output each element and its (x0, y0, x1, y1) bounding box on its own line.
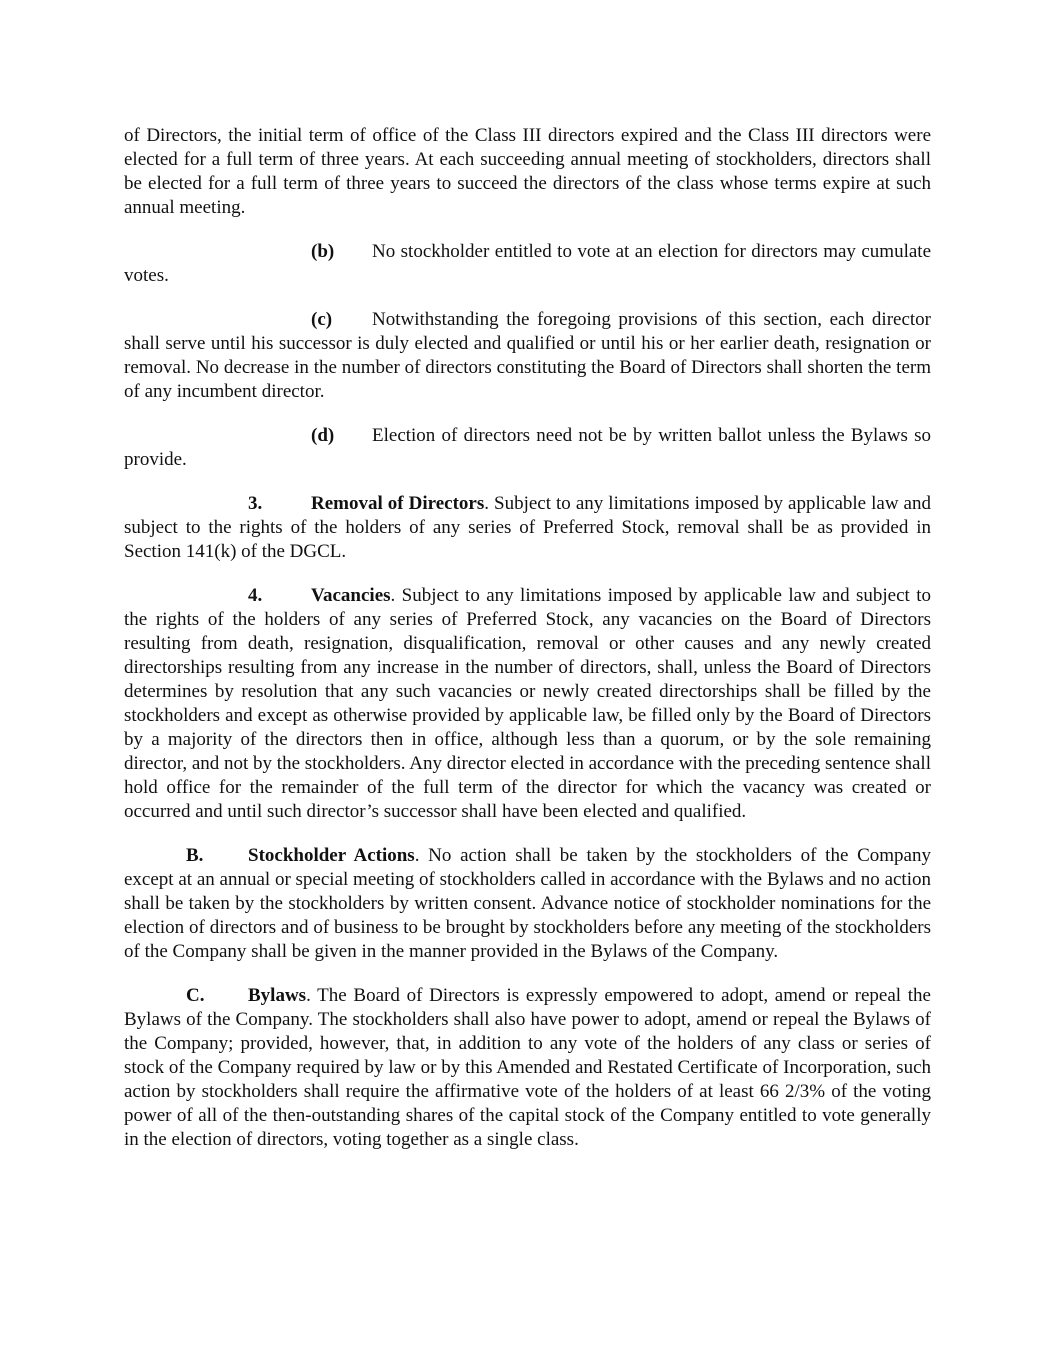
section-b-text: . No action shall be taken by the stockholders of the Company except at an annual or special meeting of stockholders called in accordance with the Bylaws and no action shall be taken by the stockholders by written consent. Advance notice of stockholder nominations for the election of directors and of business to be brought by stockholders before any meeting of the stockholders of the Company shall be given in the manner provided in the Bylaws of the Company. (124, 845, 931, 962)
section-c-letter: C. (186, 985, 205, 1006)
document-page (124, 124, 931, 1172)
section-4-text: . Subject to any limitations imposed by applicable law and subject to the rights of the holders of any series of Preferred Stock, any vacancies on the Board of Directors resulting from death, resignation, disqualification, removal or other causes and any newly created directorships resulting from any increase in the number of directors, shall, unless the Board of Directors determines by resolution that any such vacancies or newly created directorships shall be filled by the stockholders and except as otherwise provided by applicable law, be filled only by the Board of Directors by a majority of the directors then in office, although less than a quorum, or by the sole remaining director, and not by the stockholders. Any director elected in accordance with the preceding sentence shall hold office for the remainder of the full term of the director for which the vacancy was created or occurred and until such director’s successor shall have been elected and qualified. (124, 585, 931, 822)
section-4-heading: Vacancies (311, 585, 391, 606)
section-c-bylaws (124, 984, 931, 1152)
section-c-text: . The Board of Directors is expressly empowered to adopt, amend or repeal the Bylaws of the Company. The stockholders shall also have power to adopt, amend or repeal the Bylaws of the Company; provided, however, that, in addition to any vote of the holders of any class or series of stock of the Company required by law or by this Amended and Restated Certificate of Incorporation, such action by stockholders shall require the affirmative vote of the holders of at least 66 2/3% of the voting power of all of the then-outstanding shares of the capital stock of the Company entitled to vote generally in the election of directors, voting together as a single class. (124, 985, 931, 1150)
section-b-letter: B. (186, 845, 204, 866)
section-3-heading: Removal of Directors (311, 493, 485, 514)
paragraph-b (124, 240, 931, 288)
section-3-removal-of-directors (124, 492, 931, 564)
paragraph-c-text: Notwithstanding the foregoing provisions of this section, each director shall serve until his successor is duly elected and qualified or until his or her earlier death, resignation or removal. No decrease in the number of directors constituting the Board of Directors shall shorten the term of any incumbent director. (124, 309, 931, 402)
paragraph-d-text: Election of directors need not be by written ballot unless the Bylaws so provide. (124, 425, 931, 470)
section-3-number: 3. (248, 493, 263, 514)
section-3-text: . Subject to any limitations imposed by applicable law and subject to the rights of the holders of any series of Preferred Stock, removal shall be as provided in Section 141(k) of the DGCL. (124, 493, 931, 562)
paragraph-d-label: (d) (311, 425, 335, 446)
paragraph-d (124, 424, 931, 472)
paragraph-c-label: (c) (311, 309, 333, 330)
paragraph-b-text: No stockholder entitled to vote at an election for directors may cumulate votes. (124, 241, 931, 286)
paragraph-c (124, 308, 931, 404)
section-c-heading: Bylaws (248, 985, 307, 1006)
section-4-vacancies (124, 584, 931, 824)
section-b-stockholder-actions (124, 844, 931, 964)
paragraph-intro: of Directors, the initial term of office of the Class III directors expired and the Class III directors were elected for a full term of three years. At each succeeding annual meeting of stockholders, directors shall be elected for a full term of three years to succeed the directors of the class whose terms expire at such annual meeting. (124, 125, 931, 218)
section-4-number: 4. (248, 585, 263, 606)
paragraph-b-label: (b) (311, 241, 335, 262)
section-b-heading: Stockholder Actions (248, 845, 415, 866)
